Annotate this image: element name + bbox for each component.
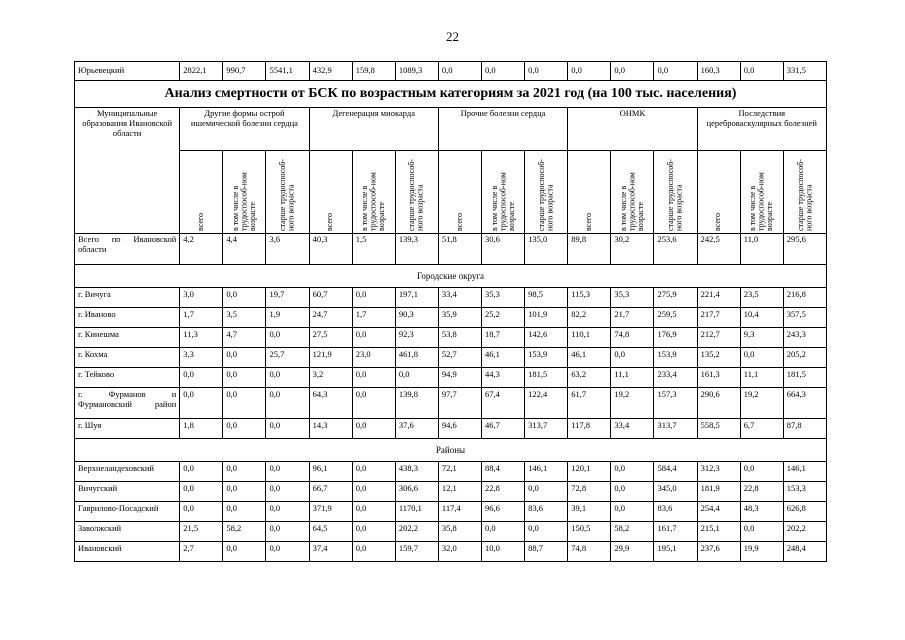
cell: 46,1 <box>482 348 525 368</box>
cell: 96,1 <box>309 462 352 482</box>
table-row <box>75 502 827 522</box>
cell: 46,1 <box>568 348 611 368</box>
cell: 19,7 <box>266 288 309 308</box>
cell: 216,8 <box>783 288 826 308</box>
cell: 0,0 <box>266 522 309 542</box>
cell: 253,6 <box>654 234 697 265</box>
header-sub: в том числе в трудоспособ-ном возрасте <box>230 172 257 231</box>
cell: 0,0 <box>180 482 223 502</box>
header-group: Другие формы острой ишемической болезни сердца <box>180 108 309 151</box>
cell: 19,9 <box>740 542 783 562</box>
cell: 3,0 <box>180 288 223 308</box>
cell: 11,3 <box>180 328 223 348</box>
cell: 153,9 <box>525 348 568 368</box>
section-title: Районы <box>75 439 827 462</box>
cell: 0,0 <box>525 62 568 81</box>
cell: 0,0 <box>180 502 223 522</box>
cell: 0,0 <box>223 368 266 388</box>
cell: 10,4 <box>740 308 783 328</box>
cell: 63,2 <box>568 368 611 388</box>
cell: 202,2 <box>783 522 826 542</box>
cell: 157,3 <box>654 388 697 419</box>
cell: 0,0 <box>180 368 223 388</box>
row-name: г. Тейково <box>75 368 180 388</box>
header-sub: всего <box>584 212 594 231</box>
cell: 18,7 <box>482 328 525 348</box>
header-sub: в том числе в трудоспособ-ном возрасте <box>748 172 774 231</box>
cell: 312,3 <box>697 462 740 482</box>
cell: 11,0 <box>740 234 783 265</box>
cell: 584,4 <box>654 462 697 482</box>
cell: 67,4 <box>482 388 525 419</box>
cell: 74,8 <box>611 328 654 348</box>
cell: 0,0 <box>223 419 266 439</box>
cell: 0,0 <box>438 62 481 81</box>
cell: 1,5 <box>352 234 395 265</box>
cell: 0,0 <box>352 542 395 562</box>
cell: 161,7 <box>654 522 697 542</box>
cell: 558,5 <box>697 419 740 439</box>
cell: 0,0 <box>740 348 783 368</box>
cell: 117,8 <box>568 419 611 439</box>
header-sub: старше трудоспособ-ного возраста <box>536 159 555 231</box>
cell: 35,9 <box>438 308 481 328</box>
cell: 990,7 <box>223 62 266 81</box>
cell: 115,3 <box>568 288 611 308</box>
cell: 1,8 <box>180 419 223 439</box>
cell: 88,4 <box>482 462 525 482</box>
cell: 135,2 <box>697 348 740 368</box>
cell: 306,6 <box>395 482 438 502</box>
cell: 205,2 <box>783 348 826 368</box>
header-group: Дегенерация миокарда <box>309 108 438 151</box>
cell: 0,0 <box>611 462 654 482</box>
cell: 110,1 <box>568 328 611 348</box>
header-sub: старше трудоспособ-ного возраста <box>407 159 425 231</box>
cell: 0,0 <box>223 482 266 502</box>
cell: 0,0 <box>266 482 309 502</box>
cell: 32,0 <box>438 542 481 562</box>
header-sub: в том числе в трудоспособ-ном возрасте <box>360 172 386 231</box>
table-row <box>75 462 827 482</box>
cell: 122,4 <box>525 388 568 419</box>
header-municipal: Муниципальные образования Ивановской области <box>75 108 180 234</box>
cell: 139,8 <box>395 388 438 419</box>
cell: 44,3 <box>482 368 525 388</box>
header-sub: всего <box>713 212 723 231</box>
cell: 215,1 <box>697 522 740 542</box>
cell: 0,0 <box>352 462 395 482</box>
cell: 58,2 <box>611 522 654 542</box>
table-title-row <box>75 81 827 108</box>
cell: 96,6 <box>482 502 525 522</box>
cell: 58,2 <box>223 522 266 542</box>
cell: 22,8 <box>482 482 525 502</box>
cell: 0,0 <box>482 62 525 81</box>
cell: 24,7 <box>309 308 352 328</box>
row-name: Ивановский <box>75 542 180 562</box>
row-name: г. Кохма <box>75 348 180 368</box>
cell: 37,4 <box>309 542 352 562</box>
header-sub: всего <box>196 212 206 231</box>
cell: 0,0 <box>352 328 395 348</box>
cell: 88,7 <box>525 542 568 562</box>
cell: 120,1 <box>568 462 611 482</box>
cell: 4,4 <box>223 234 266 265</box>
cell: 0,0 <box>266 542 309 562</box>
header-group: Прочие болезни сердца <box>438 108 567 151</box>
table-row <box>75 368 827 388</box>
cell: 159,8 <box>352 62 395 81</box>
cell: 87,8 <box>783 419 826 439</box>
cell: 371,9 <box>309 502 352 522</box>
cell: 72,1 <box>438 462 481 482</box>
header-sub: в том числе в трудоспособ-ном возрасте <box>489 172 516 231</box>
header-group-row <box>75 108 827 151</box>
cell: 313,7 <box>525 419 568 439</box>
cell: 10,0 <box>482 542 525 562</box>
cell: 1,7 <box>180 308 223 328</box>
row-name: Заволжский <box>75 522 180 542</box>
header-sub: старше трудоспособ-ного возраста <box>795 159 813 231</box>
header-sub: в том числе в трудоспособ-ном возрасте <box>618 172 645 231</box>
cell: 35,3 <box>482 288 525 308</box>
header-group: Последствия цереброваскулярных болезней <box>697 108 826 151</box>
cell: 48,3 <box>740 502 783 522</box>
cell: 9,3 <box>740 328 783 348</box>
cell: 64,3 <box>309 388 352 419</box>
row-name: Гаврилово-Посадский <box>75 502 180 522</box>
cell: 11,1 <box>611 368 654 388</box>
row-name: г. Шуя <box>75 419 180 439</box>
cell: 0,0 <box>740 462 783 482</box>
cell: 52,7 <box>438 348 481 368</box>
cell: 11,1 <box>740 368 783 388</box>
cell: 202,2 <box>395 522 438 542</box>
cell: 139,3 <box>395 234 438 265</box>
table-row <box>75 482 827 502</box>
cell: 0,0 <box>395 368 438 388</box>
cell: 39,1 <box>568 502 611 522</box>
cell: 0,0 <box>223 502 266 522</box>
table-row <box>75 419 827 439</box>
cell: 461,8 <box>395 348 438 368</box>
cell: 432,9 <box>309 62 352 81</box>
row-name: г. Фурманов и Фурмановский район <box>75 388 180 419</box>
table-row <box>75 288 827 308</box>
cell: 146,1 <box>783 462 826 482</box>
cell: 0,0 <box>266 368 309 388</box>
cell: 121,9 <box>309 348 352 368</box>
cell: 0,0 <box>611 348 654 368</box>
cell: 1170,1 <box>395 502 438 522</box>
cell: 27,5 <box>309 328 352 348</box>
cell: 0,0 <box>266 502 309 522</box>
cell: 0,0 <box>352 368 395 388</box>
cell: 97,7 <box>438 388 481 419</box>
cell: 161,3 <box>697 368 740 388</box>
cell: 22,8 <box>740 482 783 502</box>
table-row <box>75 388 827 419</box>
cell: 0,0 <box>611 62 654 81</box>
cell: 212,7 <box>697 328 740 348</box>
cell: 357,5 <box>783 308 826 328</box>
cell: 0,0 <box>352 419 395 439</box>
cell: 19,2 <box>611 388 654 419</box>
cell: 35,3 <box>611 288 654 308</box>
cell: 30,6 <box>482 234 525 265</box>
cell: 331,5 <box>783 62 826 81</box>
cell: 290,6 <box>697 388 740 419</box>
header-sub: всего <box>325 212 335 231</box>
cell: 313,7 <box>654 419 697 439</box>
table-row <box>75 308 827 328</box>
cell: 53,8 <box>438 328 481 348</box>
cell: 98,5 <box>525 288 568 308</box>
header-group: ОНМК <box>568 108 697 151</box>
cell: 83,6 <box>654 502 697 522</box>
cell: 150,5 <box>568 522 611 542</box>
cell: 0,0 <box>611 502 654 522</box>
cell: 0,0 <box>223 348 266 368</box>
cell: 0,0 <box>482 522 525 542</box>
header-sub: старше трудоспособ-ного возраста <box>666 159 684 231</box>
cell: 248,4 <box>783 542 826 562</box>
header-sub-row <box>75 151 827 234</box>
cell: 89,8 <box>568 234 611 265</box>
cell: 0,0 <box>223 542 266 562</box>
cell: 3,2 <box>309 368 352 388</box>
table-row <box>75 328 827 348</box>
cell: 259,5 <box>654 308 697 328</box>
cell: 12,1 <box>438 482 481 502</box>
cell: 0,0 <box>611 482 654 502</box>
cell: 94,9 <box>438 368 481 388</box>
mortality-table <box>74 61 827 562</box>
cell: 4,7 <box>223 328 266 348</box>
table-row <box>75 522 827 542</box>
cell: 0,0 <box>740 62 783 81</box>
cell: 181,5 <box>525 368 568 388</box>
cell: 72,8 <box>568 482 611 502</box>
cell: 64,5 <box>309 522 352 542</box>
cell: 83,6 <box>525 502 568 522</box>
cell: 25,2 <box>482 308 525 328</box>
cell: 237,6 <box>697 542 740 562</box>
cell: 30,2 <box>611 234 654 265</box>
table-title: Анализ смертности от БСК по возрастным категориям за 2021 год (на 100 тыс. населения) <box>75 81 827 108</box>
cell: 35,8 <box>438 522 481 542</box>
cell: 295,6 <box>783 234 826 265</box>
cell: 0,0 <box>654 62 697 81</box>
cell: 0,0 <box>352 388 395 419</box>
cell: 14,3 <box>309 419 352 439</box>
cell: 0,0 <box>352 522 395 542</box>
cell: 0,0 <box>525 522 568 542</box>
cell: 19,2 <box>740 388 783 419</box>
cell: 90,3 <box>395 308 438 328</box>
cell: 197,1 <box>395 288 438 308</box>
cell: 0,0 <box>352 482 395 502</box>
cell: 181,9 <box>697 482 740 502</box>
section-header-row <box>75 265 827 288</box>
cell: 33,4 <box>611 419 654 439</box>
cell: 3,3 <box>180 348 223 368</box>
cell: 23,5 <box>740 288 783 308</box>
cell: 25,7 <box>266 348 309 368</box>
cell: 6,7 <box>740 419 783 439</box>
cell: 40,3 <box>309 234 352 265</box>
cell: 101,9 <box>525 308 568 328</box>
cell: 0,0 <box>180 462 223 482</box>
row-name: Юрьевецкий <box>75 62 180 81</box>
cell: 21,7 <box>611 308 654 328</box>
cell: 1,9 <box>266 308 309 328</box>
cell: 94,6 <box>438 419 481 439</box>
cell: 4,2 <box>180 234 223 265</box>
cell: 3,5 <box>223 308 266 328</box>
cell: 159,7 <box>395 542 438 562</box>
table-row <box>75 348 827 368</box>
cell: 0,0 <box>266 419 309 439</box>
cell: 5541,1 <box>266 62 309 81</box>
cell: 21,5 <box>180 522 223 542</box>
row-name: Вичугский <box>75 482 180 502</box>
header-sub: старше трудоспособ-ного возраста <box>278 159 296 231</box>
cell: 61,7 <box>568 388 611 419</box>
row-name: Верхнеландеховский <box>75 462 180 482</box>
cell: 181,5 <box>783 368 826 388</box>
header-sub: всего <box>454 212 464 231</box>
cell: 60,7 <box>309 288 352 308</box>
cell: 221,4 <box>697 288 740 308</box>
cell: 153,3 <box>783 482 826 502</box>
cell: 160,3 <box>697 62 740 81</box>
cell: 0,0 <box>180 388 223 419</box>
cell: 92,3 <box>395 328 438 348</box>
cell: 46,7 <box>482 419 525 439</box>
cell: 142,6 <box>525 328 568 348</box>
cell: 0,0 <box>568 62 611 81</box>
row-name: г. Кинешма <box>75 328 180 348</box>
cell: 0,0 <box>223 388 266 419</box>
row-name: Всего по Ивановской области <box>75 234 180 265</box>
cell: 117,4 <box>438 502 481 522</box>
cell: 37,6 <box>395 419 438 439</box>
cell: 0,0 <box>740 522 783 542</box>
cell: 438,3 <box>395 462 438 482</box>
cell: 0,0 <box>266 462 309 482</box>
cell: 0,0 <box>352 288 395 308</box>
cell: 275,9 <box>654 288 697 308</box>
cell: 242,5 <box>697 234 740 265</box>
cell: 82,2 <box>568 308 611 328</box>
cell: 176,9 <box>654 328 697 348</box>
cell: 0,0 <box>266 328 309 348</box>
cell: 29,9 <box>611 542 654 562</box>
cell: 0,0 <box>525 482 568 502</box>
cell: 0,0 <box>223 462 266 482</box>
cell: 233,4 <box>654 368 697 388</box>
cell: 243,3 <box>783 328 826 348</box>
cell: 2,7 <box>180 542 223 562</box>
cell: 74,8 <box>568 542 611 562</box>
cell: 195,1 <box>654 542 697 562</box>
cell: 345,0 <box>654 482 697 502</box>
page-number: 22 <box>446 29 459 44</box>
cell: 217,7 <box>697 308 740 328</box>
table-row-first <box>75 62 827 81</box>
section-header-row <box>75 439 827 462</box>
cell: 153,9 <box>654 348 697 368</box>
cell: 254,4 <box>697 502 740 522</box>
cell: 2822,1 <box>180 62 223 81</box>
row-name: г. Вичуга <box>75 288 180 308</box>
cell: 66,7 <box>309 482 352 502</box>
cell: 0,0 <box>223 288 266 308</box>
row-name: г. Иваново <box>75 308 180 328</box>
table-row-total <box>75 234 827 265</box>
table-row <box>75 542 827 562</box>
cell: 3,6 <box>266 234 309 265</box>
cell: 146,1 <box>525 462 568 482</box>
section-title: Городские округа <box>75 265 827 288</box>
cell: 135,0 <box>525 234 568 265</box>
cell: 51,8 <box>438 234 481 265</box>
cell: 33,4 <box>438 288 481 308</box>
cell: 626,8 <box>783 502 826 522</box>
cell: 1,7 <box>352 308 395 328</box>
cell: 23,0 <box>352 348 395 368</box>
cell: 0,0 <box>266 388 309 419</box>
cell: 1089,3 <box>395 62 438 81</box>
cell: 664,3 <box>783 388 826 419</box>
cell: 0,0 <box>352 502 395 522</box>
